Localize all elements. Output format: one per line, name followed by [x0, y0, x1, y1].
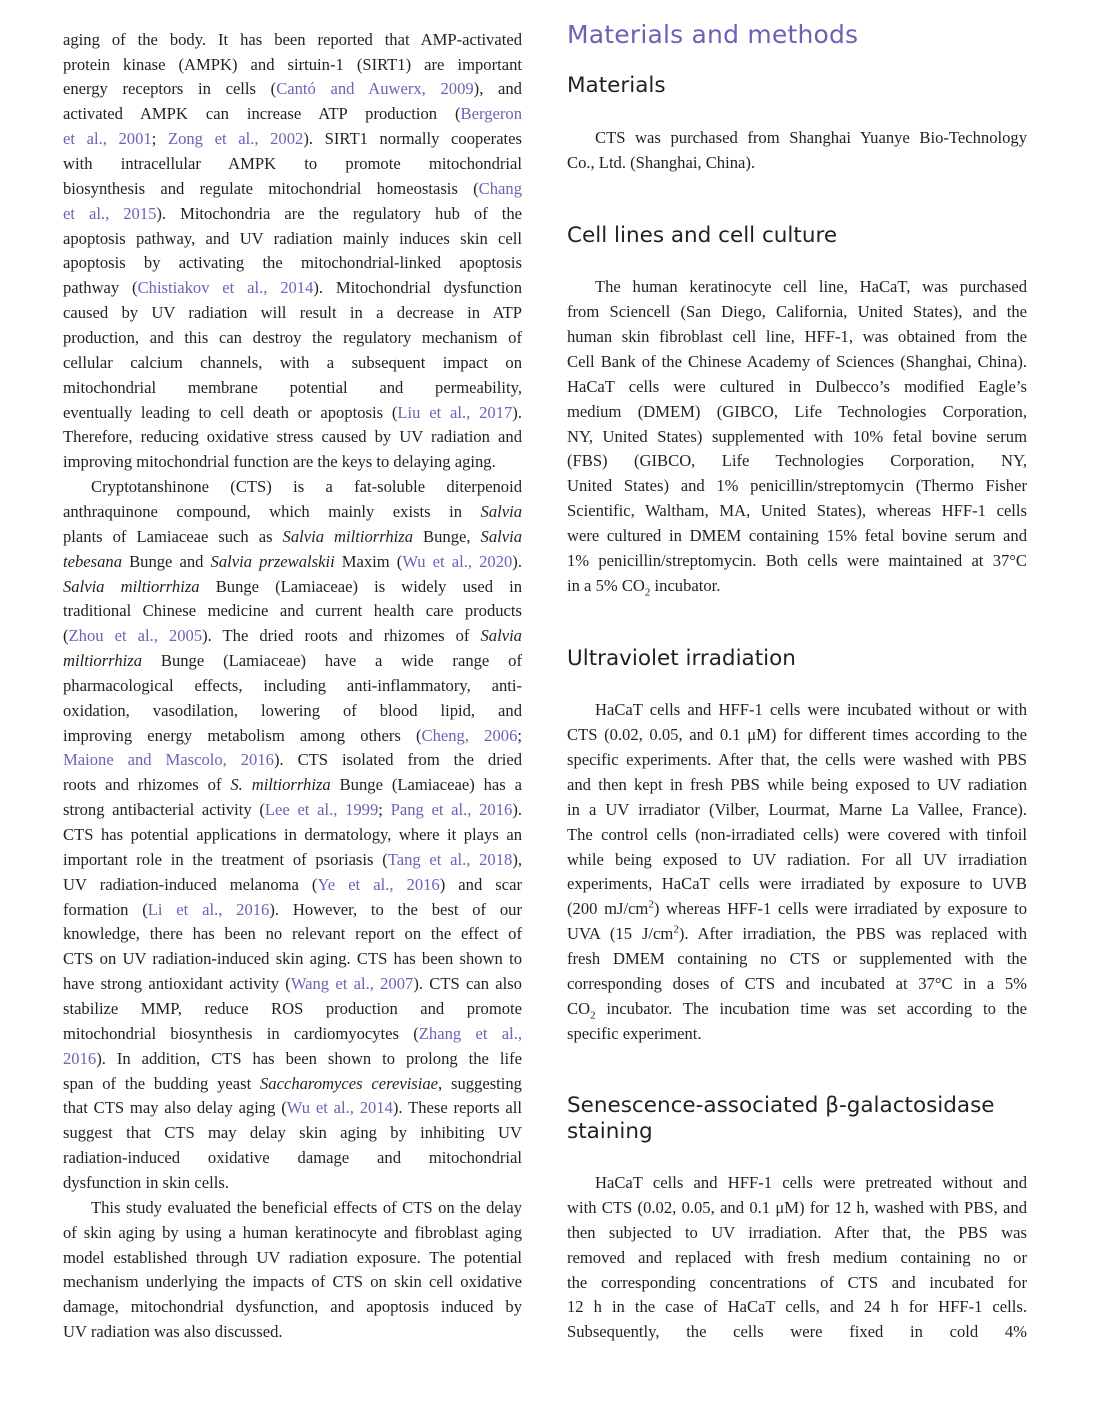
body-text-line: biosynthesis and regulate mitochondrial homeostasis (Chang — [63, 179, 522, 198]
citation-link[interactable]: Zhang et al., — [418, 1024, 522, 1043]
body-text-line: UV radiation was also discussed. — [63, 1322, 283, 1341]
body-text-line: mitochondrial biosynthesis in cardiomyocytes (Zhang et al., — [63, 1024, 522, 1043]
body-text-line: United States) and 1% penicillin/streptomycin (Thermo Fisher — [567, 476, 1027, 495]
body-text-line: medium (DMEM) (GIBCO, Life Technologies Corporation, — [567, 402, 1027, 421]
body-text-line: strong antibacterial activity (Lee et al., 1999; Pang et al., 2016). — [63, 800, 522, 819]
citation-link[interactable]: Cheng, 2006 — [421, 726, 518, 745]
citation-link[interactable]: Pang et al., 2016 — [390, 800, 513, 819]
body-text-line: 2016). In addition, CTS has been shown to prolong the life — [63, 1049, 522, 1068]
body-text-line: cellular calcium channels, with a subsequent impact on — [63, 353, 522, 372]
citation-link[interactable]: et al., 2001 — [63, 129, 152, 148]
citation-link[interactable]: Chang — [478, 179, 522, 198]
subsection-title-line: staining — [567, 1119, 653, 1144]
citation-link[interactable]: Tang et al., 2018 — [387, 850, 513, 869]
body-text-line: Cryptotanshinone (CTS) is a fat-soluble diterpenoid — [91, 477, 522, 496]
subsection-title-cell-culture: Cell lines and cell culture — [567, 223, 838, 248]
body-text-line: from Sciencell (San Diego, California, United States), and the — [567, 302, 1027, 321]
body-text-line: Co., Ltd. (Shanghai, China). — [567, 153, 756, 172]
body-text-line: et al., 2015). Mitochondria are the regulatory hub of the — [63, 204, 522, 223]
body-text-line: The human keratinocyte cell line, HaCaT, was purchased — [595, 277, 1027, 296]
body-text-line: have strong antioxidant activity (Wang et al., 2007). CTS can also — [63, 974, 522, 993]
body-text-line: (200 $mJ/cm^2$) whereas HFF-1 cells were irradiated by exposure to — [567, 898, 1027, 918]
body-text-line: et al., 2001; Zong et al., 2002). SIRT1 normally cooperates — [63, 129, 522, 148]
body-text-line: improving energy metabolism among others (Cheng, 2006; — [63, 726, 522, 745]
body-text-line: UV radiation-induced melanoma (Ye et al., 2016) and scar — [63, 875, 522, 894]
body-text-line: production, and this can destroy the regulatory mechanism of — [63, 328, 522, 347]
body-text-line: in a 5% $CO_2$ incubator. — [567, 576, 721, 599]
citation-link[interactable]: Wu et al., 2014 — [286, 1098, 393, 1117]
section-title: Materials and methods — [567, 20, 859, 49]
body-text-line: 12 h in the case of HaCaT cells, and 24 h for HFF-1 cells. — [567, 1297, 1027, 1316]
subsection-title-line: Senescence-associated β-galactosidase — [567, 1093, 995, 1118]
body-text-line: removed and replaced with fresh medium containing no or — [567, 1248, 1027, 1267]
citation-link[interactable]: 2016 — [63, 1049, 97, 1068]
body-text-line: NY, United States) supplemented with 10% fetal bovine serum — [567, 427, 1027, 446]
body-text-line: with intracellular AMPK to promote mitochondrial — [63, 154, 522, 173]
body-text-line: mechanism underlying the impacts of CTS on skin cell oxidative — [63, 1272, 522, 1291]
body-text-line: miltiorrhiza Bunge (Lamiaceae) have a wide range of — [63, 651, 522, 670]
citation-link[interactable]: Maione and Mascolo, 2016 — [63, 750, 274, 769]
body-text-line: Subsequently, the cells were fixed in cold 4% — [567, 1322, 1027, 1341]
citation-link[interactable]: Lee et al., 1999 — [264, 800, 379, 819]
citation-link[interactable]: Chistiakov et al., 2014 — [137, 278, 314, 297]
citation-link[interactable]: Cantó and Auwerx, 2009 — [276, 79, 474, 98]
body-text-line: HaCaT cells were cultured in Dulbecco’s modified Eagle’s — [567, 377, 1027, 396]
body-text-line: Cell Bank of the Chinese Academy of Sciences (Shanghai, China). — [567, 352, 1027, 371]
citation-link[interactable]: Li et al., 2016 — [147, 900, 270, 919]
body-text-line: caused by UV radiation will result in a decrease in ATP — [63, 303, 522, 322]
body-text-line: apoptosis pathway, and UV radiation mainly induces skin cell — [63, 229, 522, 248]
subsection-title-uv-irradiation: Ultraviolet irradiation — [567, 646, 796, 671]
body-text-line: while being exposed to UV radiation. For all UV irradiation — [567, 850, 1027, 869]
citation-link[interactable]: Liu et al., 2017 — [397, 403, 513, 422]
body-text-line: Therefore, reducing oxidative stress caused by UV radiation and — [63, 427, 522, 446]
body-text-line: traditional Chinese medicine and current health care products — [63, 601, 522, 620]
citation-link[interactable]: et al., 2015 — [63, 204, 157, 223]
body-text-line: were cultured in DMEM containing 15% fetal bovine serum and — [567, 526, 1027, 545]
body-text-line: mitochondrial membrane potential and permeability, — [63, 378, 522, 397]
body-text-line: CTS has potential applications in dermatology, where it plays an — [63, 825, 522, 844]
body-text-line: of skin aging by using a human keratinocyte and fibroblast aging — [63, 1223, 522, 1242]
body-text-line: energy receptors in cells (Cantó and Auwerx, 2009), and — [63, 79, 522, 98]
body-text-line: improving mitochondrial function are the keys to delaying aging. — [63, 452, 496, 471]
body-text-line: UVA (15 $J/cm^2$). After irradiation, the PBS was replaced with — [567, 923, 1027, 943]
body-text-line: important role in the treatment of psoriasis (Tang et al., 2018), — [63, 850, 522, 869]
body-text-line: Scientific, Waltham, MA, United States), whereas HFF-1 cells — [567, 501, 1027, 520]
body-text-line: (Zhou et al., 2005). The dried roots and rhizomes of Salvia — [63, 626, 522, 645]
body-text-line: with CTS (0.02, 0.05, and 0.1 μM) for 12 h, washed with PBS, and — [567, 1198, 1027, 1217]
body-text-line: HaCaT cells and HFF-1 cells were pretreated without and — [595, 1173, 1027, 1192]
citation-link[interactable]: Zong et al., 2002 — [167, 129, 304, 148]
subsection-title-materials: Materials — [567, 73, 666, 98]
body-text-line: damage, mitochondrial dysfunction, and apoptosis induced by — [63, 1297, 522, 1316]
body-text-line: stabilize MMP, reduce ROS production and promote — [63, 999, 522, 1018]
body-text-line: that CTS may also delay aging (Wu et al., 2014). These reports all — [63, 1098, 522, 1117]
body-text-line: specific experiments. After that, the cells were washed with PBS — [567, 750, 1027, 769]
body-text-line: protein kinase (AMPK) and sirtuin-1 (SIRT1) are important — [63, 55, 522, 74]
body-text-line: activated AMPK can increase ATP production (Bergeron — [63, 104, 522, 123]
body-text-line: plants of Lamiaceae such as Salvia miltiorrhiza Bunge, Salvia — [63, 527, 522, 546]
citation-link[interactable]: Wang et al., 2007 — [290, 974, 414, 993]
body-text-line: HaCaT cells and HFF-1 cells were incubated without or with — [595, 700, 1027, 719]
body-text-line: CTS (0.02, 0.05, and 0.1 μM) for different times according to the — [567, 725, 1027, 744]
body-text-line: span of the budding yeast Saccharomyces cerevisiae, suggesting — [63, 1074, 522, 1093]
body-text-line: specific experiment. — [567, 1024, 702, 1043]
body-text-line: roots and rhizomes of S. miltiorrhiza Bunge (Lamiaceae) has a — [63, 775, 522, 794]
body-text-line: aging of the body. It has been reported that AMP-activated — [63, 30, 522, 49]
body-text-line: knowledge, there has been no relevant report on the effect of — [63, 924, 522, 943]
body-text-line: dysfunction in skin cells. — [63, 1173, 229, 1192]
body-text-line: experiments, HaCaT cells were irradiated by exposure to UVB — [567, 874, 1027, 893]
body-text-line: radiation-induced oxidative damage and mitochondrial — [63, 1148, 522, 1167]
body-text-line: The control cells (non-irradiated cells) were covered with tinfoil — [567, 825, 1027, 844]
body-text-line: pathway (Chistiakov et al., 2014). Mitochondrial dysfunction — [63, 278, 523, 297]
body-text-line: the corresponding concentrations of CTS and incubated for — [567, 1273, 1027, 1292]
body-text-line: and then kept in fresh PBS while being exposed to UV radiation — [567, 775, 1027, 794]
subsection-title-sa-beta-gal — [567, 1093, 995, 1145]
body-text-line: human skin fibroblast cell line, HFF-1, was obtained from the — [567, 327, 1027, 346]
body-text-line: CTS on UV radiation-induced skin aging. CTS has been shown to — [63, 949, 522, 968]
body-text-line: Maione and Mascolo, 2016). CTS isolated from the dried — [63, 750, 522, 769]
citation-link[interactable]: Bergeron — [460, 104, 522, 123]
citation-link[interactable]: Ye et al., 2016 — [317, 875, 440, 894]
body-text-line: apoptosis by activating the mitochondrial-linked apoptosis — [63, 253, 522, 272]
body-text-line: formation (Li et al., 2016). However, to the best of our — [63, 900, 522, 919]
body-text-line: suggest that CTS may delay skin aging by inhibiting UV — [63, 1123, 522, 1142]
body-text-line: corresponding doses of CTS and incubated at 37°C in a 5% — [567, 974, 1027, 993]
citation-link[interactable]: Zhou et al., 2005 — [68, 626, 203, 645]
body-text-line: This study evaluated the beneficial effects of CTS on the delay — [91, 1198, 522, 1217]
body-text-line: 1% penicillin/streptomycin. Both cells were maintained at 37°C — [567, 551, 1027, 570]
body-text-line: model established through UV radiation exposure. The potential — [63, 1248, 522, 1267]
body-text-line: anthraquinone compound, which mainly exists in Salvia — [63, 502, 522, 521]
body-text-line: CTS was purchased from Shanghai Yuanye Bio-Technology — [595, 128, 1027, 147]
body-text-line: fresh DMEM containing no CTS or supplemented with the — [567, 949, 1027, 968]
body-text-line: $CO_2$ incubator. The incubation time was set according to the — [567, 999, 1027, 1022]
citation-link[interactable]: Wu et al., 2020 — [402, 552, 513, 571]
body-text-line: tebesana Bunge and Salvia przewalskii Maxim (Wu et al., 2020). — [63, 552, 522, 571]
body-text-line: (FBS) (GIBCO, Life Technologies Corporation, NY, — [567, 451, 1027, 470]
body-text-line: pharmacological effects, including anti-inflammatory, anti- — [63, 676, 522, 695]
body-text-line: Salvia miltiorrhiza Bunge (Lamiaceae) is widely used in — [63, 577, 523, 596]
body-text-line: in a UV irradiator (Vilber, Lourmat, Marne La Vallee, France). — [567, 800, 1027, 819]
body-text-line: oxidation, vasodilation, lowering of blood lipid, and — [63, 701, 522, 720]
body-text-line: then subjected to UV irradiation. After that, the PBS was — [567, 1223, 1027, 1242]
body-text-line: eventually leading to cell death or apoptosis (Liu et al., 2017). — [63, 403, 522, 422]
